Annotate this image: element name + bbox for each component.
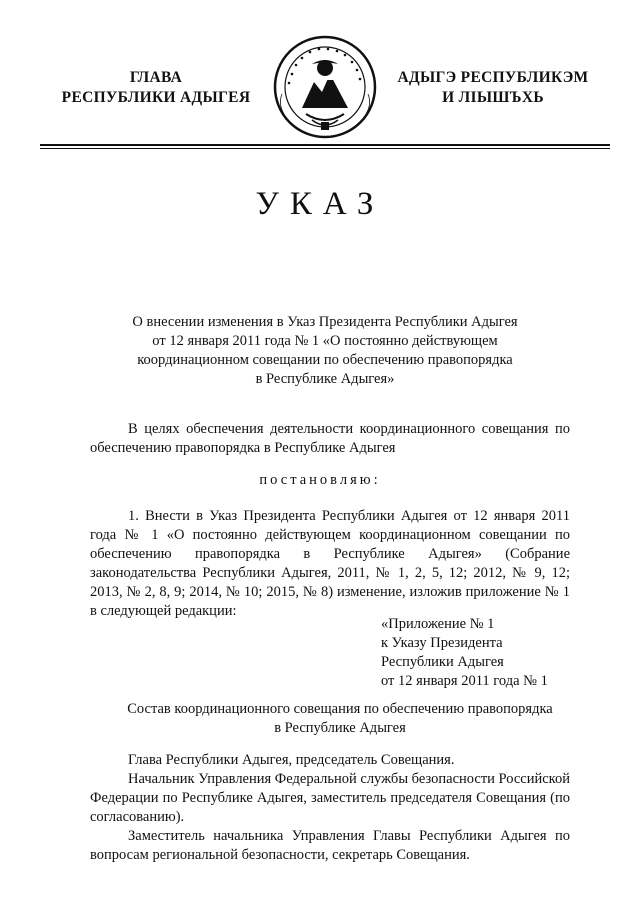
intro-paragraph: В целях обеспечения деятельности координационного совещания по обеспечению правопорядка в Республике Адыгея bbox=[90, 421, 570, 456]
header-rule-thin bbox=[40, 148, 610, 149]
member-item: Начальник Управления Федеральной службы безопасности Российской Федерации по Республике Адыгея, заместитель председателя Совещания (по согласованию). bbox=[90, 771, 570, 825]
annex-reference bbox=[381, 615, 581, 691]
paragraph-1: 1. Внести в Указ Президента Республики Адыгея от 12 января 2011 года № 1 «О постоянно действующем координационном совещании по обеспечению правопорядка в Республике Адыгея» (Собрание законодательства Республики Адыгея, 2011, № 1, 2, 5, 12; 2012, № 9, 12; 2013, № 2, 8, 9; 2014, № 10; 2015, № 8) изменение, изложив приложение № 1 в следующей редакции: bbox=[90, 508, 570, 619]
members-list bbox=[90, 751, 570, 865]
coat-of-arms-emblem-icon bbox=[272, 34, 378, 140]
header-right-line2: И ЛІЫШЪХЬ bbox=[442, 89, 544, 106]
header-left bbox=[40, 68, 272, 108]
subject-line: О внесении изменения в Указ Президента Республики Адыгея bbox=[132, 314, 518, 330]
header-left-line1: ГЛАВА bbox=[129, 69, 183, 86]
member-item: Заместитель начальника Управления Главы Республики Адыгея по вопросам региональной безопасности, секретарь Совещания. bbox=[90, 828, 570, 863]
document-title: УКАЗ bbox=[255, 186, 385, 222]
composition-title-line: в Республике Адыгея bbox=[274, 720, 406, 736]
annex-line: к Указу Президента bbox=[381, 635, 503, 651]
subject-line: координационном совещании по обеспечению правопорядка bbox=[137, 352, 513, 368]
annex-line: от 12 января 2011 года № 1 bbox=[381, 673, 548, 689]
header-rule-thick bbox=[40, 144, 610, 146]
decree-subject bbox=[100, 313, 550, 389]
header-left-line2: РЕСПУБЛИКИ АДЫГЕЯ bbox=[61, 89, 251, 106]
annex-line: «Приложение № 1 bbox=[381, 616, 495, 632]
composition-title-line: Состав координационного совещания по обеспечению правопорядка bbox=[127, 701, 553, 717]
composition-title bbox=[110, 700, 570, 738]
subject-line: в Республике Адыгея» bbox=[255, 371, 395, 387]
subject-line: от 12 января 2011 года № 1 «О постоянно действующем bbox=[152, 333, 498, 349]
member-item: Глава Республики Адыгея, председатель Совещания. bbox=[128, 752, 455, 768]
annex-line: Республики Адыгея bbox=[381, 654, 504, 670]
header-right bbox=[382, 68, 604, 108]
decree-word: постановляю: bbox=[259, 472, 381, 488]
header-right-line1: АДЫГЭ РЕСПУБЛИКЭМ bbox=[397, 69, 589, 86]
